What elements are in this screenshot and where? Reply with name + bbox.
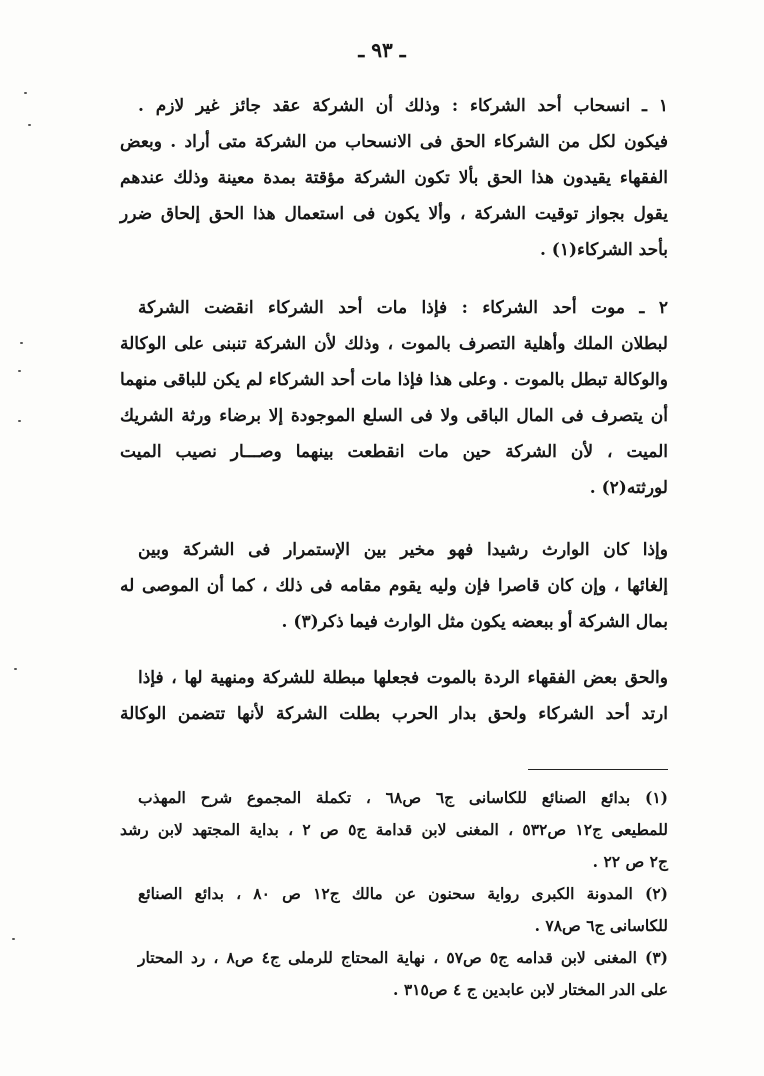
text-line: والحق بعض الفقهاء الردة بالموت فجعلها مبطلة للشركة ومنهية لها ، فإذا bbox=[138, 668, 668, 688]
scan-speck bbox=[18, 370, 21, 372]
page-number: ـ ٩٣ ـ bbox=[358, 38, 406, 62]
text-line: لورثته(٢) . bbox=[589, 478, 668, 498]
scan-speck bbox=[12, 938, 15, 940]
text-line: لبطلان الملك وأهلية التصرف بالموت ، وذلك لأن الشركة تنبنى على الوكالة bbox=[120, 334, 668, 354]
text-line: يقول بجواز توقيت الشركة ، وألا يكون فى استعمال هذا الحق إلحاق ضرر bbox=[120, 204, 668, 224]
text-line: إلغائها ، وإن كان قاصرا فإن وليه يقوم مقامه فى ذلك ، كما أن الموصى له bbox=[120, 576, 668, 596]
scan-speck bbox=[14, 668, 17, 670]
text-line: الفقهاء يقيدون هذا الحق بألا تكون الشركة مؤقتة بمدة معينة وذلك عندهم bbox=[120, 168, 668, 188]
footnote-separator bbox=[528, 769, 668, 770]
scan-speck bbox=[28, 124, 31, 126]
footnote-line: (١) بدائع الصنائع للكاسانى ج٦ ص٦٨ ، تكملة المجموع شرح المهذب bbox=[138, 788, 668, 807]
paragraph-heir bbox=[120, 532, 668, 640]
paragraph-apostasy bbox=[120, 660, 668, 732]
paragraph-death bbox=[120, 290, 668, 506]
scan-speck bbox=[20, 342, 23, 344]
footnote-line: للكاسانى ج٦ ص٧٨ . bbox=[534, 916, 668, 935]
footnote-line: (٢) المدونة الكبرى رواية سحنون عن مالك ج١٢ ص ٨٠ ، بدائع الصنائع bbox=[138, 884, 668, 903]
footnote-line: على الدر المختار لابن عابدين ج ٤ ص٣١٥ . bbox=[393, 980, 668, 999]
footnote-line: للمطيعى ج١٢ ص٥٣٢ ، المغنى لابن قدامة ج٥ ص ٢ ، بداية المجتهد لابن رشد bbox=[120, 820, 668, 839]
scan-speck bbox=[18, 420, 21, 422]
footnote-line: (٣) المغنى لابن قدامه ج٥ ص٥٧ ، نهاية المحتاج للرملى ج٤ ص٨ ، رد المحتار bbox=[138, 948, 668, 967]
text-line: ١ ـ انسحاب أحد الشركاء : وذلك أن الشركة عقد جائز غير لازم . bbox=[138, 96, 668, 116]
text-line: أن يتصرف فى المال الباقى ولا فى السلع الموجودة إلا برضاء ورثة الشريك bbox=[120, 406, 668, 426]
text-line: فيكون لكل من الشركاء الحق فى الانسحاب من الشركة متى أراد . وبعض bbox=[120, 132, 668, 152]
footnotes bbox=[120, 782, 668, 1006]
text-line: ارتد أحد الشركاء ولحق بدار الحرب بطلت الشركة لأنها تتضمن الوكالة bbox=[120, 704, 668, 724]
text-line: والوكالة تبطل بالموت . وعلى هذا فإذا مات أحد الشركاء لم يكن للباقى منهما bbox=[120, 370, 668, 390]
text-line: الميت ، لأن الشركة حين مات انقطعت بينهما وصـــار نصيب الميت bbox=[120, 442, 668, 462]
paragraph-withdrawal bbox=[120, 88, 668, 268]
text-line: بأحد الشركاء(١) . bbox=[539, 240, 668, 260]
text-line: بمال الشركة أو ببعضه يكون مثل الوارث فيما ذكر(٣) . bbox=[281, 612, 668, 632]
text-line: ٢ ـ موت أحد الشركاء : فإذا مات أحد الشركاء انقضت الشركة bbox=[138, 298, 668, 318]
footnote-line: ج٢ ص ٢٢ . bbox=[592, 852, 668, 871]
scan-speck bbox=[24, 92, 27, 94]
text-line: وإذا كان الوارث رشيدا فهو مخير بين الإستمرار فى الشركة وبين bbox=[138, 540, 668, 560]
